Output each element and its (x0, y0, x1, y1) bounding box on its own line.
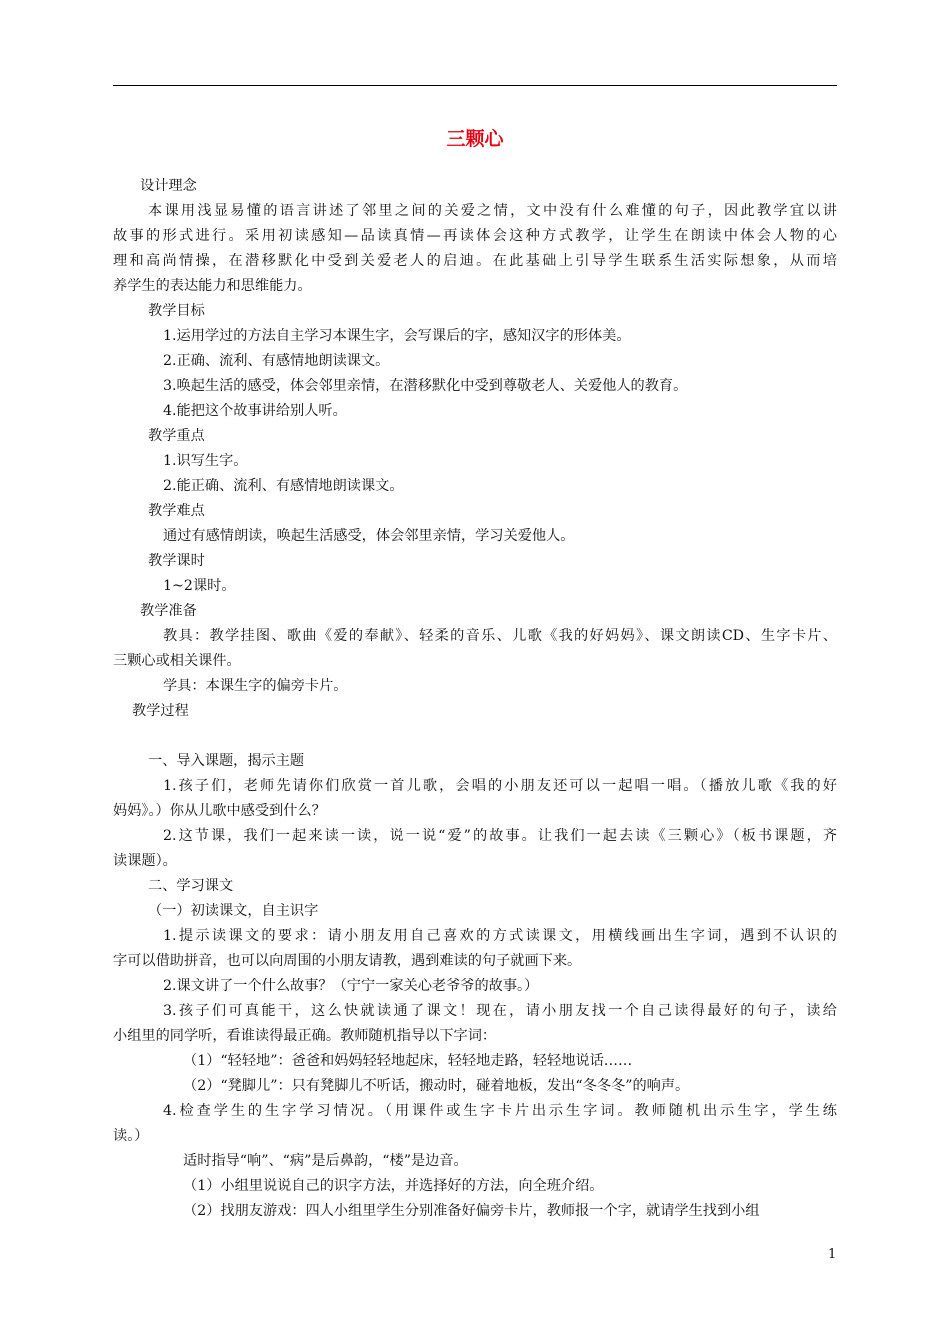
section-heading-design: 设计理念 (140, 178, 197, 194)
prep-tools-line: 教具：教学挂图、歌曲《爱的奉献》、轻柔的音乐、儿歌《我的好妈妈》、课文朗读CD、生字卡片、 (163, 628, 837, 644)
paragraph-line: 本课用浅显易懂的语言讲述了邻里之间的关爱之情，文中没有什么难懂的句子，因此教学宜以讲 (148, 203, 837, 219)
process-substep-heading: （一）初读课文，自主识字 (148, 903, 319, 919)
paragraph-line: 故事的形式进行。采用初读感知—品读真情—再读体会这种方式教学，让学生在朗读中体会人物的心 (113, 228, 837, 244)
paragraph-line: 读课题）。 (113, 853, 177, 869)
paragraph-line: 养学生的表达能力和思维能力。 (113, 278, 312, 294)
section-heading-process: 教学过程 (132, 703, 189, 719)
process-step-heading: 一、导入课题，揭示主题 (148, 753, 305, 769)
page-number: 1 (828, 1247, 837, 1262)
section-heading-hours: 教学课时 (148, 553, 205, 569)
section-heading-goals: 教学目标 (148, 303, 205, 319)
document-body (113, 174, 837, 1224)
process-step-heading: 二、学习课文 (148, 878, 234, 894)
page-title: 三颗心 (446, 128, 504, 150)
difficulty-text: 通过有感情朗读，唤起生活感受，体会邻里亲情，学习关爱他人。 (163, 528, 575, 544)
paragraph-line: 2.这节课，我们一起来读一读，说一说“爱”的故事。让我们一起去读《三颗心》（板书课题，齐 (163, 828, 837, 844)
list-item: （1）“轻轻地”：爸爸和妈妈轻轻地起床，轻轻地走路，轻轻地说话…… (183, 1053, 633, 1069)
list-item: （2）找朋友游戏：四人小组里学生分别准备好偏旁卡片，教师报一个字，就请学生找到小组 (183, 1203, 760, 1219)
paragraph-line: 4.检查学生的生字学习情况。（用课件或生字卡片出示生字词。教师随机出示生字，学生练 (163, 1103, 837, 1119)
paragraph-line: 1.孩子们，老师先请你们欣赏一首儿歌，会唱的小朋友还可以一起唱一唱。（播放儿歌《我的好 (163, 778, 837, 794)
goal-item: 1.运用学过的方法自主学习本课生字，会写课后的字，感知汉字的形体美。 (163, 328, 631, 344)
key-item: 1.识写生字。 (163, 453, 248, 469)
section-heading-difficulty: 教学难点 (148, 503, 205, 519)
paragraph-line: 2.课文讲了一个什么故事？（宁宁一家关心老爷爷的故事。） (163, 978, 539, 994)
goal-item: 3.唤起生活的感受，体会邻里亲情，在潜移默化中受到尊敬老人、关爱他人的教育。 (163, 378, 688, 394)
section-heading-key: 教学重点 (148, 428, 205, 444)
list-item: （2）“凳脚儿”：只有凳脚儿不听话，搬动时，碰着地板，发出“冬冬冬”的响声。 (183, 1078, 690, 1094)
prep-student-text: 学具：本课生字的偏旁卡片。 (163, 678, 348, 694)
prep-tools-line: 三颗心或相关课件。 (113, 653, 241, 669)
paragraph-line: 3.孩子们可真能干，这么快就读通了课文！现在，请小朋友找一个自己读得最好的句子，读给 (163, 1003, 837, 1019)
blank-line (113, 724, 837, 749)
paragraph-line: 适时指导“响”、“病”是后鼻韵，“楼”是边音。 (183, 1153, 468, 1169)
header-rule (113, 85, 837, 86)
hours-text: 1~2课时。 (163, 578, 236, 594)
paragraph-line: 字可以借助拼音，也可以向周围的小朋友请教，遇到难读的句子就画下来。 (113, 953, 582, 969)
paragraph-line: 妈妈》。）你从儿歌中感受到什么？ (113, 803, 326, 819)
paragraph-line: 1.提示读课文的要求：请小朋友用自己喜欢的方式读课文，用横线画出生字词，遇到不认识的 (163, 928, 837, 944)
paragraph-line: 理和高尚情操，在潜移默化中受到关爱老人的启迪。在此基础上引导学生联系生活实际想象，从而培 (113, 253, 837, 269)
paragraph-line: 读。） (113, 1128, 149, 1144)
key-item: 2.能正确、流利、有感情地朗读课文。 (163, 478, 404, 494)
section-heading-prep: 教学准备 (140, 603, 197, 619)
goal-item: 4.能把这个故事讲给别人听。 (163, 403, 347, 419)
list-item: （1）小组里说说自己的识字方法，并选择好的方法，向全班介绍。 (183, 1178, 604, 1194)
goal-item: 2.正确、流利、有感情地朗读课文。 (163, 353, 390, 369)
paragraph-line: 小组里的同学听，看谁读得最正确。教师随机指导以下字词： (113, 1028, 497, 1044)
